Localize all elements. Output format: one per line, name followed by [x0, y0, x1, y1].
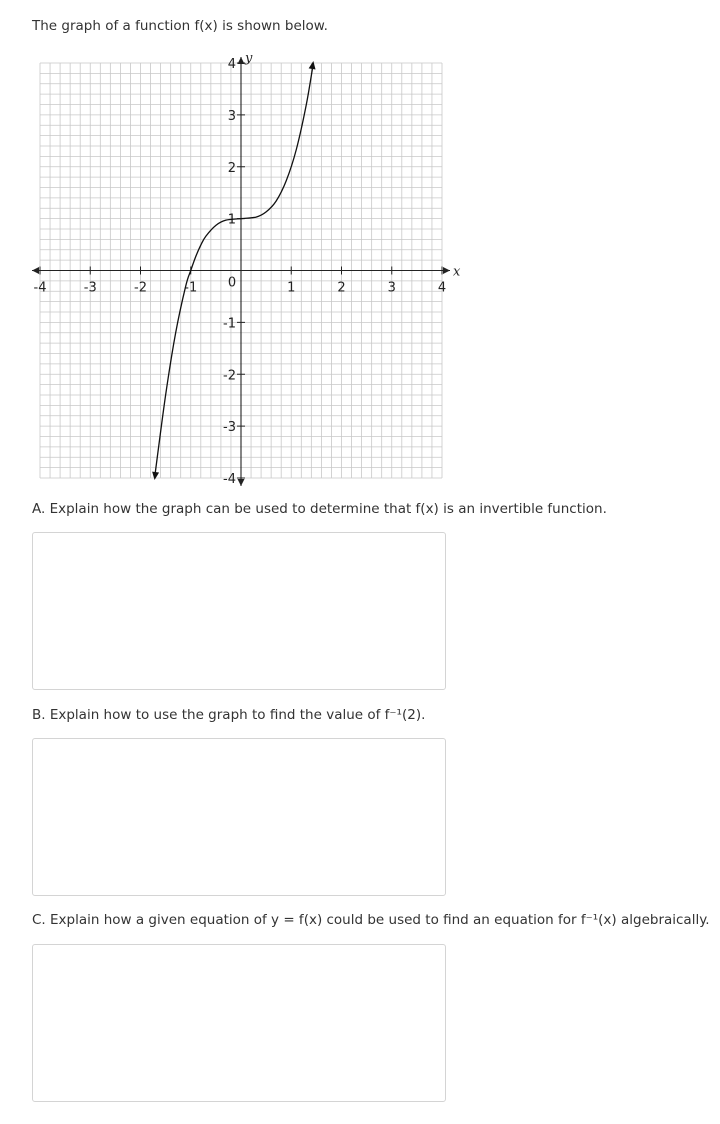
question-b-label: B. Explain how to use the graph to find the value of f⁻¹(2). — [32, 707, 426, 723]
x-axis-arrow-left — [32, 267, 39, 274]
y-tick-label: -1 — [223, 316, 236, 332]
y-axis-label: y — [245, 51, 253, 66]
x-tick-label: 3 — [387, 280, 396, 296]
y-tick-label: -4 — [223, 472, 236, 487]
curve-arrow-bottom — [152, 472, 159, 480]
x-axis-label: x — [453, 264, 461, 280]
intro-text: The graph of a function f(x) is shown below. — [32, 18, 328, 34]
y-tick-label: 2 — [227, 160, 236, 176]
y-axis-arrow-down — [238, 479, 245, 486]
function-graph — [0, 0, 480, 500]
x-tick-label: 2 — [337, 280, 346, 296]
answer-a-input[interactable] — [32, 532, 446, 690]
y-tick-label: -3 — [223, 420, 236, 436]
y-tick-label: 1 — [227, 212, 236, 228]
y-tick-label: -2 — [223, 368, 236, 384]
x-tick-label: -4 — [33, 280, 47, 296]
x-tick-label: -3 — [83, 280, 97, 296]
y-tick-label: 4 — [227, 57, 236, 72]
origin-label: 0 — [227, 275, 237, 291]
x-axis-arrow-right — [443, 267, 450, 274]
question-a-label: A. Explain how the graph can be used to determine that f(x) is an invertible function. — [32, 501, 607, 517]
x-tick-label: 4 — [437, 280, 447, 296]
question-c-label: C. Explain how a given equation of y = f(x) could be used to find an equation for f⁻¹(x) algebraically. — [32, 912, 710, 928]
x-tick-label: 1 — [287, 280, 296, 296]
y-tick-label: 3 — [227, 108, 236, 124]
answer-b-input[interactable] — [32, 738, 446, 896]
x-tick-label: -2 — [134, 280, 147, 296]
answer-c-input[interactable] — [32, 944, 446, 1102]
curve-arrow-top — [309, 61, 316, 69]
x-tick-label: -1 — [184, 280, 198, 296]
